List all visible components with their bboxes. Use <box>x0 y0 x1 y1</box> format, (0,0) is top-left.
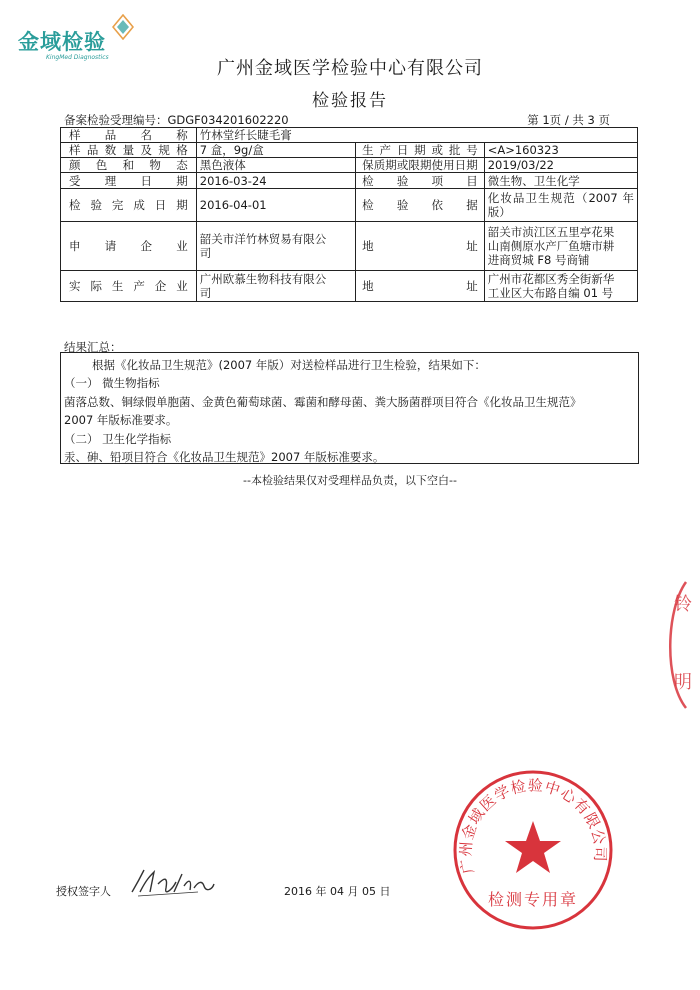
signature-image <box>128 862 218 906</box>
applicant-label: 申请企业 <box>61 222 197 271</box>
producer-value <box>196 271 355 302</box>
applicant-addr-line-2: 山南侧原水产厂鱼塘市耕 <box>487 239 615 253</box>
summary-section-1-text-2: 2007 年版标准要求。 <box>64 413 178 427</box>
summary-label: 结果汇总： <box>64 340 122 354</box>
signatory-label: 授权签字人 <box>56 885 111 898</box>
applicant-line-1: 韶关市洋竹林贸易有限公 <box>199 232 327 246</box>
prod-date-label: 生产日期或批号 <box>356 143 485 158</box>
applicant-address-label <box>356 222 485 271</box>
accept-date-value: 2016-03-24 <box>196 173 355 189</box>
color-label: 颜色和物态 <box>61 158 197 173</box>
summary-section-2-text: 汞、砷、铅项目符合《化妆品卫生规范》2007 年版标准要求。 <box>64 450 385 464</box>
report-title: 检验报告 <box>312 91 388 111</box>
logo-text: 金域检验 <box>18 30 106 54</box>
prod-date-value: <A>160323 <box>484 143 637 158</box>
page-info: 第 1页 / 共 3 页 <box>527 113 610 127</box>
producer-label: 实际生产企业 <box>61 271 197 302</box>
qty-label: 样品数量及规格 <box>61 143 197 158</box>
finish-date-label: 检验完成日期 <box>61 189 197 222</box>
items-value: 微生物、卫生化学 <box>484 173 637 189</box>
producer-line-2: 司 <box>199 286 212 300</box>
applicant-line-2: 司 <box>199 246 212 260</box>
svg-text:铃: 铃 <box>674 594 692 615</box>
svg-text:明: 明 <box>674 672 692 693</box>
company-seal-stamp <box>448 765 618 939</box>
basis-label: 检验依据 <box>356 189 485 222</box>
logo-icon <box>112 14 134 44</box>
address-label-start: 地 <box>362 239 374 253</box>
summary-section-2: （二） 卫生化学指标 <box>64 432 172 446</box>
address-label-end: 址 <box>466 239 478 253</box>
company-title: 广州金域医学检验中心有限公司 <box>217 58 483 79</box>
accept-number: 备案检验受理编号：GDGF034201602220 <box>64 113 289 127</box>
items-label: 检验项目 <box>356 173 485 189</box>
sample-name: 竹林堂纤长睫毛膏 <box>196 128 637 143</box>
address-label-start-2: 地 <box>362 279 374 293</box>
summary-section-1: （一） 微生物指标 <box>64 376 160 390</box>
applicant-address-value <box>484 222 637 271</box>
expiry-value: 2019/03/22 <box>484 158 637 173</box>
footer-note: --本检验结果仅对受理样品负责，以下空白-- <box>243 474 457 487</box>
side-seal-fragment <box>646 580 700 714</box>
applicant-addr-line-1: 韶关市浈江区五里亭花果 <box>487 225 615 239</box>
seal-bottom-text: 检测专用章 <box>487 890 579 909</box>
address-label-end-2: 址 <box>466 279 478 293</box>
qty-value: 7 盒，9g/盒 <box>196 143 355 158</box>
applicant-addr-line-3: 进商贸城 F8 号商铺 <box>487 253 590 267</box>
sample-name-label: 样品名称 <box>61 128 197 143</box>
accept-date-label: 受理日期 <box>61 173 197 189</box>
info-table <box>60 127 638 302</box>
producer-addr-line-1: 广州市花都区秀全街新华 <box>487 272 615 286</box>
applicant-value <box>196 222 355 271</box>
producer-line-1: 广州欧慕生物科技有限公 <box>199 272 327 286</box>
color-value: 黑色液体 <box>196 158 355 173</box>
producer-addr-line-2: 工业区大布路自编 01 号 <box>487 286 614 300</box>
finish-date-value: 2016-04-01 <box>196 189 355 222</box>
basis-value <box>484 189 637 222</box>
expiry-label: 保质期或限期使用日期 <box>356 158 485 173</box>
basis-line-1: 化妆品卫生规范（2007 年 <box>487 191 634 205</box>
basis-line-2: 版） <box>487 205 511 219</box>
seal-arc-text: 广州金域医学检验中心有限公司 <box>456 776 610 876</box>
logo-subtitle: KingMed Diagnostics <box>46 54 109 61</box>
summary-intro: 根据《化妆品卫生规范》(2007 年版）对送检样品进行卫生检验，结果如下： <box>92 358 486 372</box>
sign-date: 2016 年 04 月 05 日 <box>284 885 391 898</box>
producer-address-value <box>484 271 637 302</box>
summary-section-1-text-1: 菌落总数、铜绿假单胞菌、金黄色葡萄球菌、霉菌和酵母菌、粪大肠菌群项目符合《化妆品卫生规范》 <box>64 395 582 409</box>
producer-address-label <box>356 271 485 302</box>
